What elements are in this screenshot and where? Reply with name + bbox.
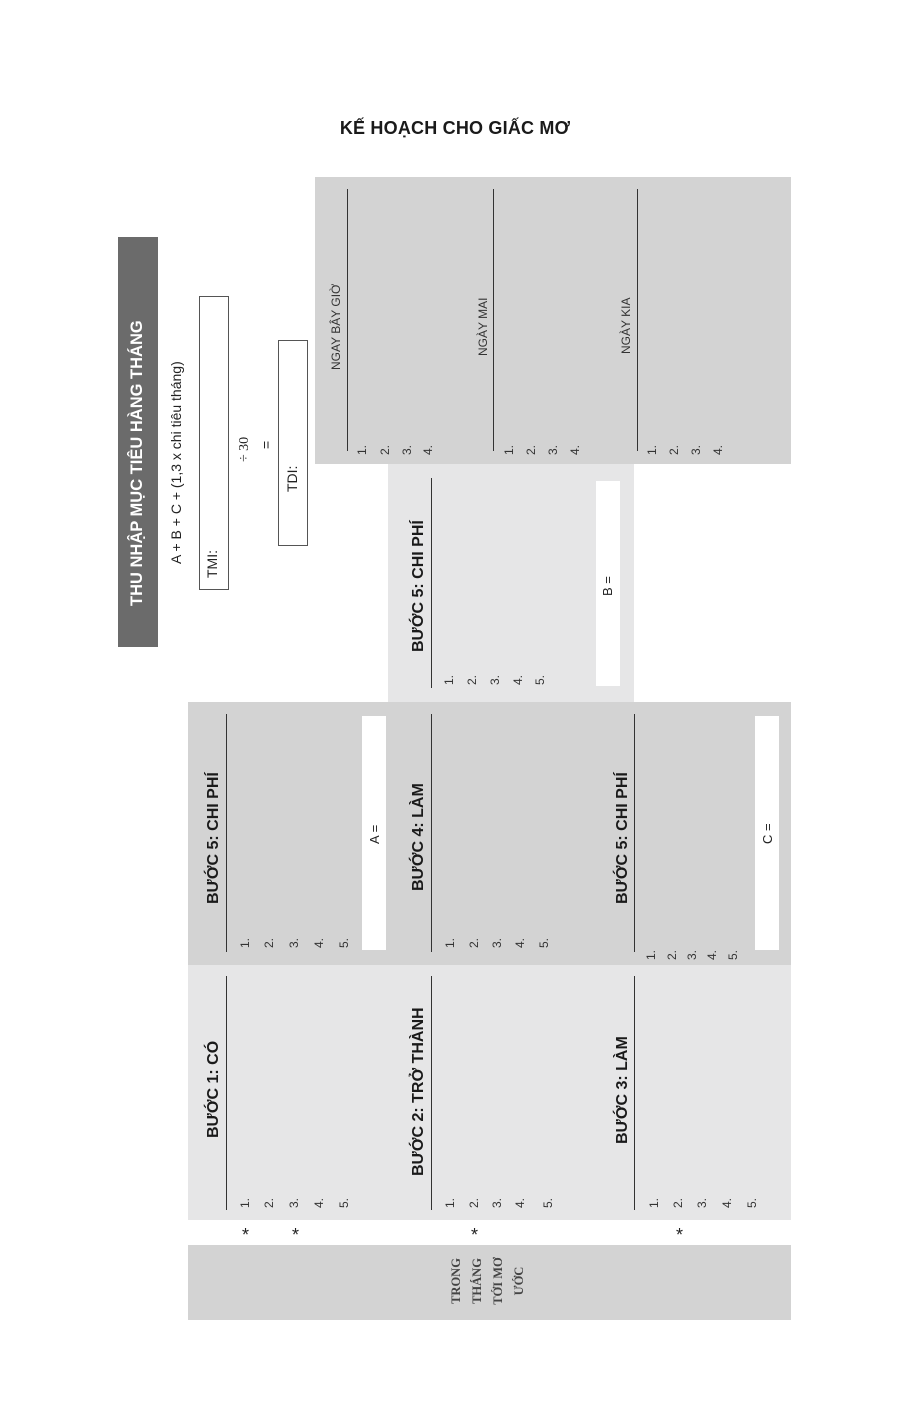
list-item: 3. [689, 444, 703, 455]
list-item: 4. [720, 1197, 734, 1208]
list-item: 3. [490, 937, 504, 948]
c-label: C = [760, 823, 775, 844]
step4-divider [431, 714, 432, 952]
list-item: 4. [511, 674, 525, 685]
step2-divider [431, 976, 432, 1210]
list-item: 1. [443, 1197, 457, 1208]
list-item: 4. [421, 444, 435, 455]
list-item: 2. [262, 1197, 276, 1208]
b-label: B = [600, 576, 615, 596]
list-item: 5. [745, 1197, 759, 1208]
step2-heading: BƯỚC 2: TRỞ THÀNH [410, 1007, 427, 1176]
list-item: 5. [537, 937, 551, 948]
months-panel [188, 1245, 791, 1320]
list-item: 1. [645, 444, 659, 455]
star-mark: * [471, 1225, 479, 1245]
step5-c-heading: BƯỚC 5: CHI PHÍ [614, 772, 631, 904]
star-mark: * [242, 1225, 250, 1245]
list-item: 1. [644, 949, 658, 960]
step1-heading: BƯỚC 1: CÓ [205, 1040, 222, 1138]
list-item: 1. [502, 444, 516, 455]
months-label-line1: TRONG [449, 1258, 463, 1304]
step5-a-heading: BƯỚC 5: CHI PHÍ [205, 772, 222, 904]
step5-b-divider [431, 478, 432, 688]
list-item: 2. [667, 444, 681, 455]
list-item: 5. [337, 937, 351, 948]
list-item: 4. [711, 444, 725, 455]
list-item: 2. [378, 444, 392, 455]
timeline-now-label: NGAY BÂY GIỜ [329, 283, 343, 370]
list-item: 2. [465, 674, 479, 685]
list-item: 4. [568, 444, 582, 455]
timeline-divider-2 [493, 189, 494, 451]
step5-c-divider [634, 714, 635, 952]
timeline-panel [315, 177, 791, 464]
timeline-tomorrow-label: NGÀY MAI [476, 297, 490, 356]
list-item: 2. [665, 949, 679, 960]
list-item: 3. [488, 674, 502, 685]
list-item: 2. [671, 1197, 685, 1208]
list-item: 4. [513, 937, 527, 948]
step1-divider [226, 976, 227, 1210]
divide-label: ÷ 30 [237, 436, 252, 462]
tmi-label: TMI: [204, 550, 220, 578]
step3-divider [634, 976, 635, 1210]
list-item: 4. [513, 1197, 527, 1208]
steps-right-panel [188, 702, 791, 965]
list-item: 3. [400, 444, 414, 455]
list-item: 3. [287, 1197, 301, 1208]
list-item: 2. [524, 444, 538, 455]
list-item: 2. [467, 1197, 481, 1208]
list-item: 1. [442, 674, 456, 685]
list-item: 3. [546, 444, 560, 455]
list-item: 5. [726, 949, 740, 960]
list-item: 5. [541, 1197, 555, 1208]
tdi-field[interactable] [278, 340, 308, 546]
step4-heading: BƯỚC 4: LÀM [410, 783, 427, 891]
list-item: 3. [695, 1197, 709, 1208]
income-title: THU NHẬP MỤC TIÊU HÀNG THÁNG [128, 320, 146, 606]
step5-a-divider [226, 714, 227, 952]
timeline-divider-3 [637, 189, 638, 451]
list-item: 5. [533, 674, 547, 685]
months-label-line3: TỚI MƠ [491, 1257, 505, 1305]
timeline-divider-1 [347, 189, 348, 451]
list-item: 1. [443, 937, 457, 948]
list-item: 4. [312, 937, 326, 948]
a-label: A = [367, 824, 382, 844]
list-item: 1. [355, 444, 369, 455]
list-item: 3. [287, 937, 301, 948]
step5-b-heading: BƯỚC 5: CHI PHÍ [410, 520, 427, 652]
list-item: 2. [262, 937, 276, 948]
list-item: 2. [467, 937, 481, 948]
timeline-later-label: NGÀY KIA [619, 297, 633, 354]
step3-heading: BƯỚC 3: LÀM [614, 1036, 631, 1144]
star-mark: * [292, 1225, 300, 1245]
steps-left-panel [188, 965, 791, 1220]
list-item: 3. [685, 949, 699, 960]
tmi-field[interactable] [199, 296, 229, 590]
list-item: 4. [312, 1197, 326, 1208]
star-mark: * [676, 1225, 684, 1245]
list-item: 3. [490, 1197, 504, 1208]
months-label-line2: THÁNG [470, 1258, 484, 1304]
tdi-label: TDI: [284, 465, 300, 492]
income-formula: A + B + C + (1,3 x chi tiêu tháng) [168, 361, 184, 564]
months-label-line4: ƯỚC [512, 1266, 526, 1296]
list-item: 4. [705, 949, 719, 960]
list-item: 1. [238, 937, 252, 948]
equals-label: = [258, 440, 274, 449]
page-title: KẾ HOẠCH CHO GIẤC MƠ [339, 118, 571, 138]
list-item: 5. [337, 1197, 351, 1208]
list-item: 1. [647, 1197, 661, 1208]
list-item: 1. [238, 1197, 252, 1208]
